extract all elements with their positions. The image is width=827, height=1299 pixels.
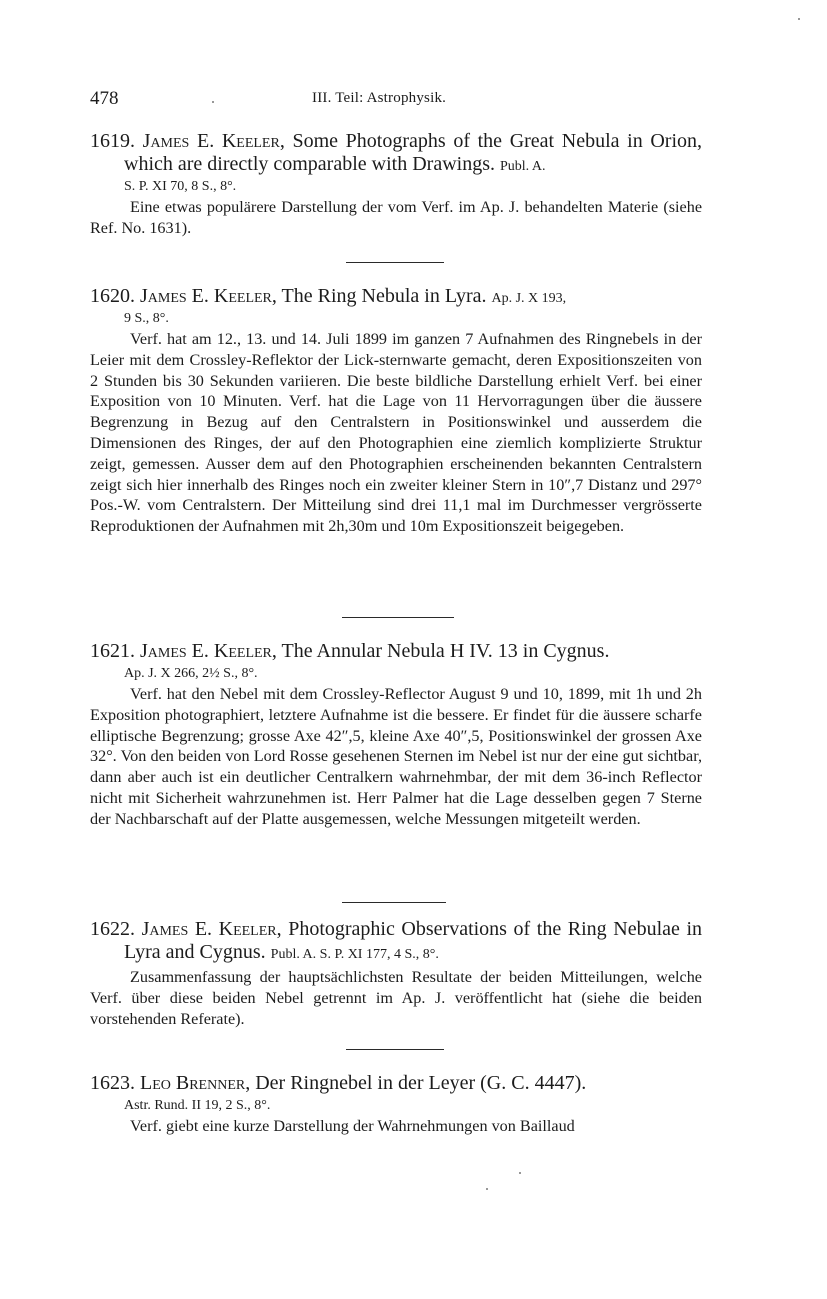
entry-abstract: Verf. giebt eine kurze Darstellung der Wahrnehmungen von Baillaud bbox=[130, 1117, 575, 1135]
entry-abstract: Verf. hat am 12., 13. und 14. Juli 1899 im ganzen 7 Aufnahmen des Ringnebels in der Leier mit dem Crossley-Reflektor der Lick-sternwarte gemacht, deren Expositionszeiten von 2 Stunden bis 30 Sekunden variieren. Die beste bildliche Darstellung erhielt Verf. bei einer Exposition von 10 Minuten. Verf. hat die Lage von 11 Hervorragungen über die äussere Begrenzung in Bezug auf den Centralstern in Positionswinkel und ausserdem die Dimensionen des Ringes, der auf den Photographien eine ziemlich komplizierte Struktur zeigt, gemessen. Ausser dem auf den Photographien erscheinenden bekannten Centralstern zeigt sich hier innerhalb des Ringes noch ein zweiter kleiner Stern in 10″,7 Distanz und 297° Pos.-W. vom Centralstern. Der Mitteilung sind drei 11,1 mal im Durchmesser vergrösserte Reproduktionen der Aufnahmen mit 2h,30m und 10m Expositionszeit beigegeben. bbox=[90, 330, 702, 536]
entry-heading bbox=[90, 285, 702, 310]
running-title: III. Teil: Astrophysik. bbox=[312, 90, 447, 106]
entry-abstract: Eine etwas populärere Darstellung der vom Verf. im Ap. J. behandelten Materie (siehe Ref. No. 1631). bbox=[90, 198, 702, 237]
scan-speck bbox=[519, 1172, 521, 1174]
entry-citation: Publ. A. bbox=[499, 159, 546, 174]
entry-number: 1622. bbox=[90, 918, 135, 940]
entry-heading bbox=[90, 640, 702, 665]
entry-citation: Ap. J. X 193, bbox=[491, 291, 567, 306]
entry-author: James E. Keeler, bbox=[140, 285, 277, 307]
entry-heading bbox=[90, 1072, 702, 1097]
scan-speck bbox=[798, 18, 800, 20]
entry-1620 bbox=[90, 285, 702, 537]
section-divider bbox=[346, 262, 444, 263]
entry-meta: S. P. XI 70, 8 S., 8°. bbox=[124, 179, 237, 194]
entry-title: Some Photographs of the Great Nebula in Orion, which are directly comparable with Drawings. bbox=[124, 130, 703, 175]
entry-number: 1623. bbox=[90, 1072, 135, 1094]
entry-abstract: Zusammenfassung der hauptsächlichsten Resultate der beiden Mitteilungen, welche Verf. über diese beiden Nebel getrennt im Ap. J. veröffentlicht hat (siehe die beiden vorstehenden Referate). bbox=[90, 968, 702, 1028]
entry-1623 bbox=[90, 1072, 702, 1137]
entry-meta: Astr. Rund. II 19, 2 S., 8°. bbox=[124, 1098, 271, 1113]
page-number: 478 bbox=[90, 88, 119, 109]
entry-number: 1619. bbox=[90, 130, 135, 152]
entry-meta: Ap. J. X 266, 2½ S., 8°. bbox=[124, 666, 258, 681]
entry-title: Der Ringnebel in der Leyer (G. C. 4447). bbox=[255, 1072, 587, 1094]
entry-title: The Annular Nebula H IV. 13 in Cygnus. bbox=[281, 640, 610, 662]
entry-author: Leo Brenner, bbox=[140, 1072, 251, 1094]
entry-abstract: Verf. hat den Nebel mit dem Crossley-Reflector August 9 und 10, 1899, mit 1h und 2h Exposition photographiert, letztere Aufnahme ist die bessere. Er findet für die äussere scharfe elliptische Begrenzung; grosse Axe 42″,5, kleine Axe 40″,5, Positionswinkel der grossen Axe 32°. Von den beiden von Lord Rosse gesehenen Sternen im Nebel ist nur der eine gut sichtbar, dann aber auch ist ein deutlicher Centralkern wahrnehmbar, der mit dem 36-inch Reflector nicht mit Sicherheit wahrzunehmen ist. Herr Palmer hat die Lage desselben gegen 7 Sterne der Nachbarschaft auf der Platte ausgemessen, welche Messungen mitgeteilt werden. bbox=[90, 685, 702, 828]
entry-author: James E. Keeler, bbox=[142, 130, 285, 152]
scan-speck bbox=[212, 101, 214, 103]
section-divider bbox=[346, 1049, 444, 1050]
entry-1619 bbox=[90, 130, 702, 239]
entry-heading bbox=[90, 130, 702, 178]
entry-1622 bbox=[90, 918, 702, 1029]
entry-1621 bbox=[90, 640, 702, 830]
entry-meta: 9 S., 8°. bbox=[124, 311, 169, 326]
entry-number: 1620. bbox=[90, 285, 135, 307]
entry-citation: Publ. A. S. P. XI 177, 4 S., 8°. bbox=[270, 947, 439, 962]
entry-author: James E. Keeler, bbox=[140, 640, 277, 662]
page-header bbox=[90, 88, 700, 112]
entry-heading bbox=[90, 918, 702, 966]
entry-title: The Ring Nebula in Lyra. bbox=[281, 285, 487, 307]
entry-number: 1621. bbox=[90, 640, 135, 662]
entry-author: James E. Keeler, bbox=[141, 918, 282, 940]
scan-speck bbox=[486, 1188, 488, 1190]
section-divider bbox=[342, 902, 446, 903]
section-divider bbox=[342, 617, 454, 618]
entry-title: Photographic Observations of the Ring Nebulae in Lyra and Cygnus. bbox=[124, 918, 703, 963]
